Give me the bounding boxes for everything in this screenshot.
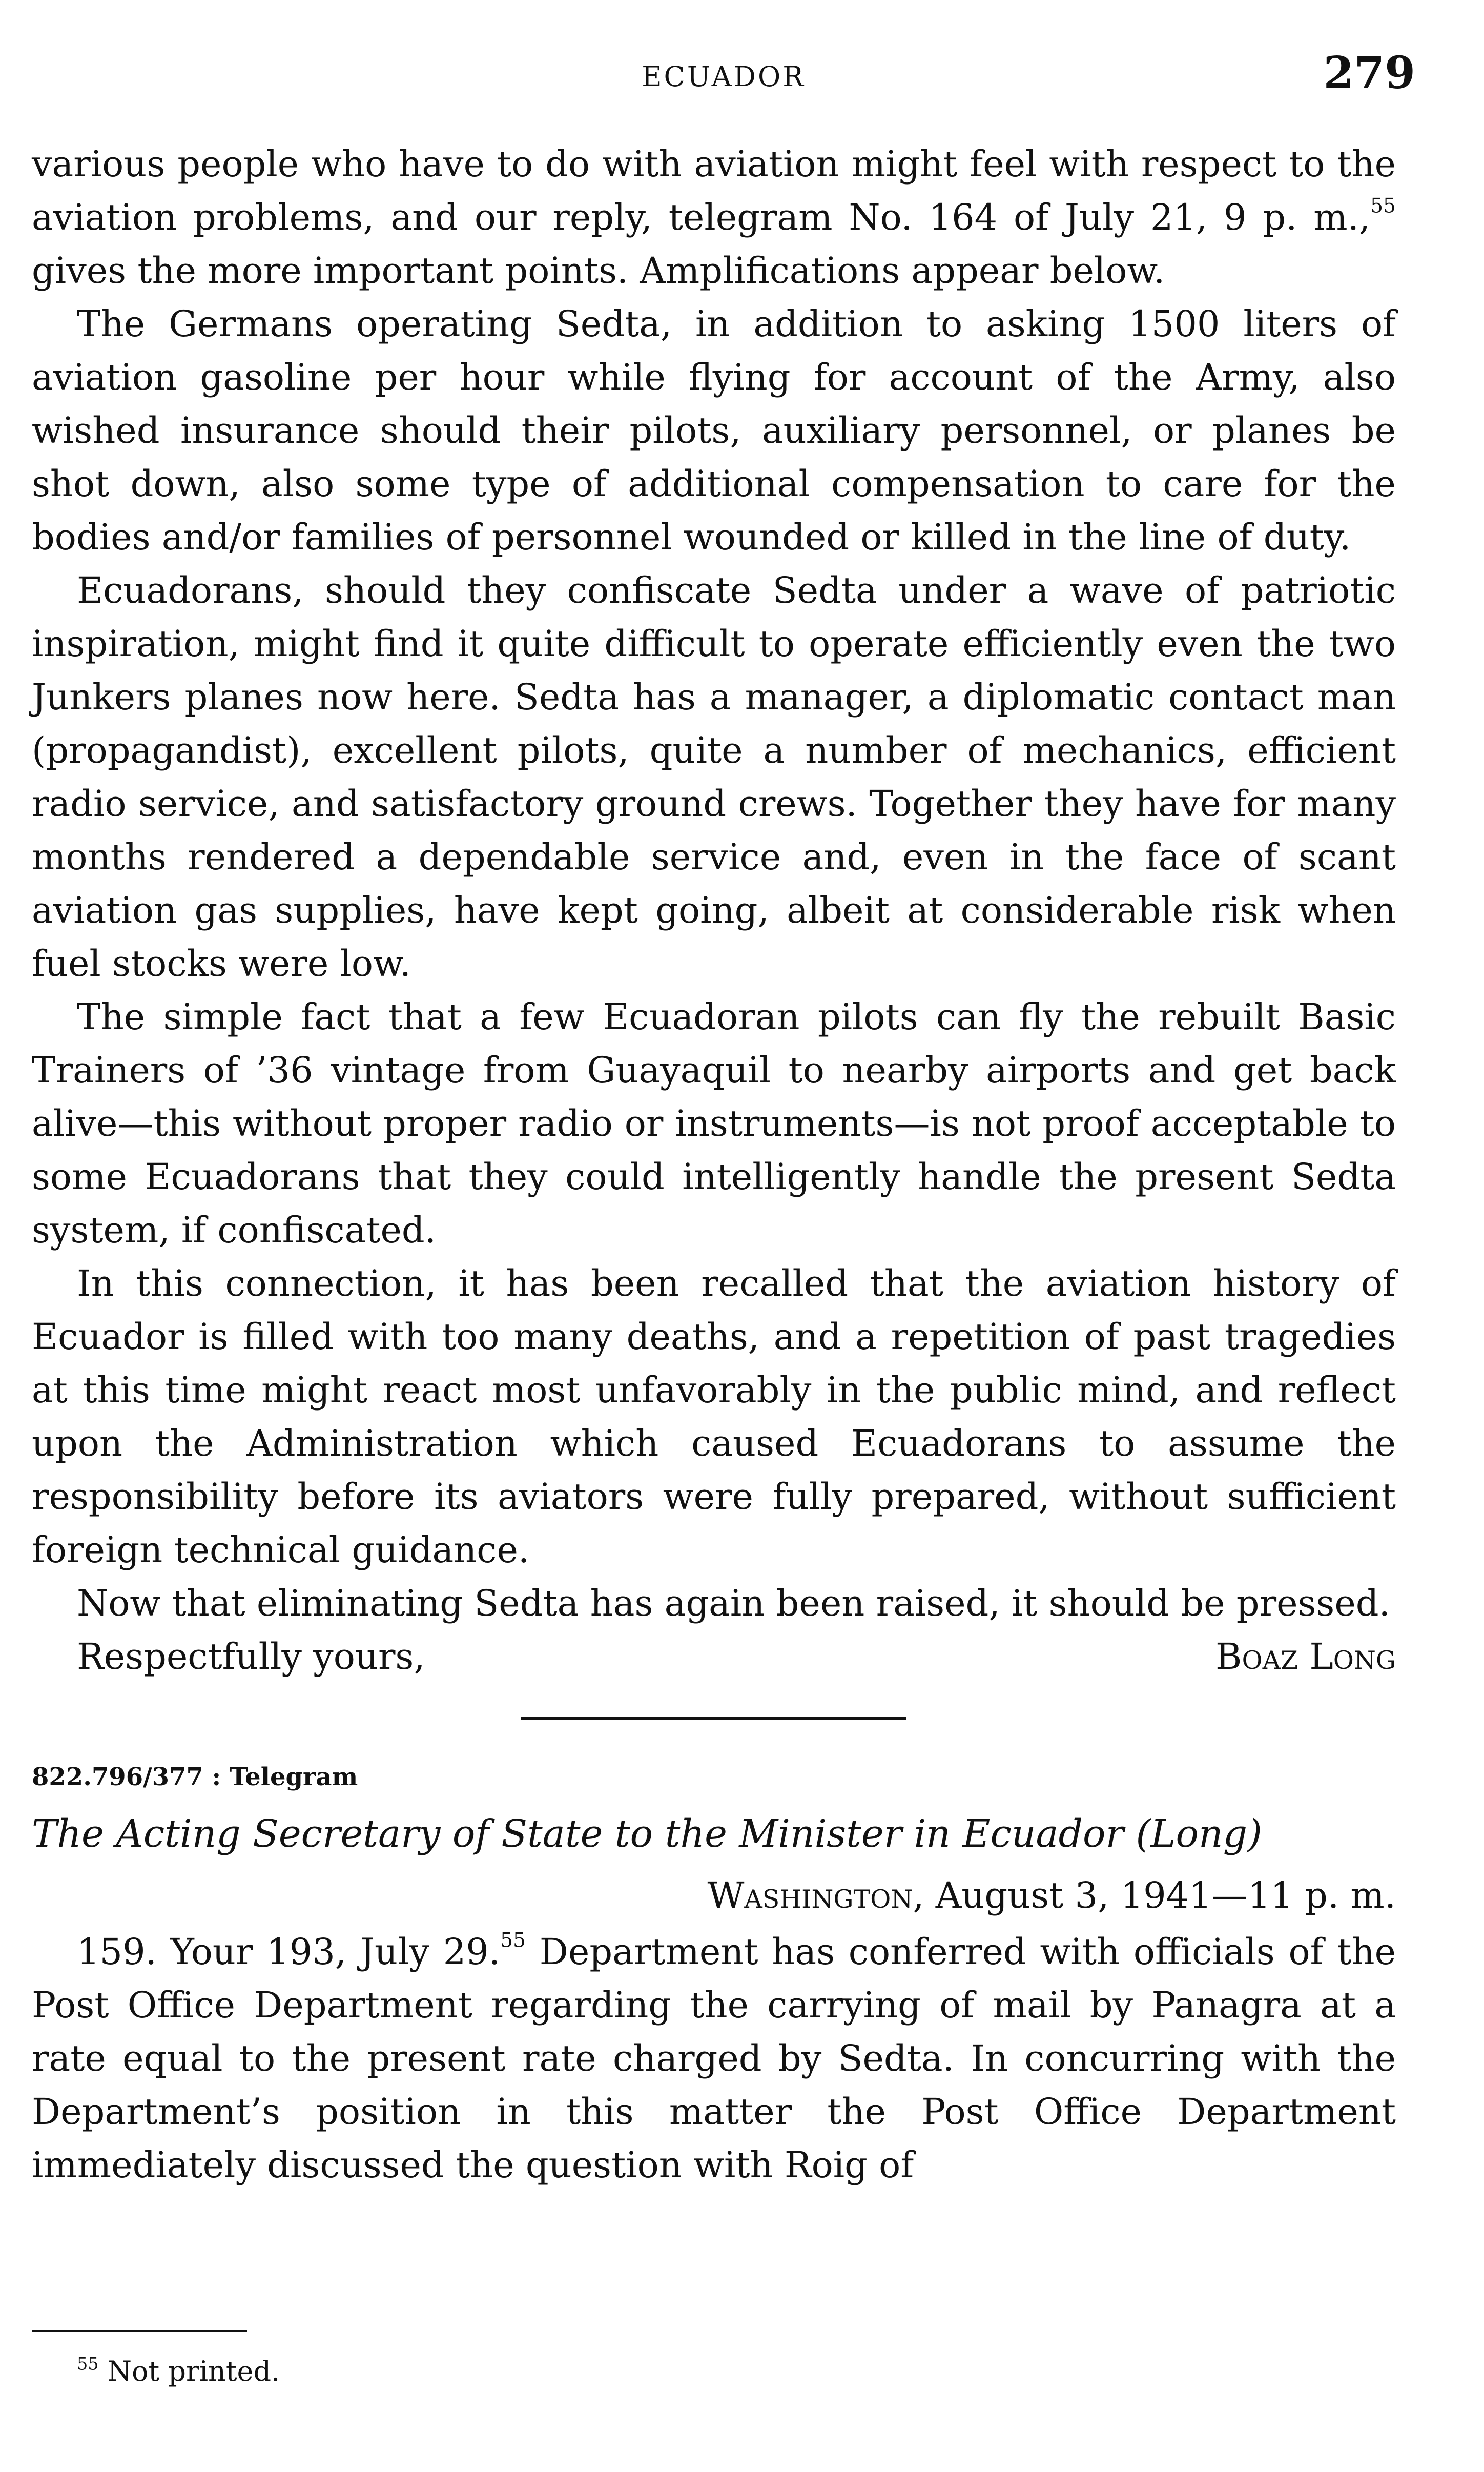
footnote-ref: 55 — [1370, 194, 1396, 218]
page-number: 279 — [1323, 47, 1415, 99]
footnote-text: Not printed. — [98, 2355, 280, 2387]
paragraph: In this connection, it has been recalled that the aviation history of Ecuador is filled with too many deaths, and a repetition of past tragedies at this time might react most unfavorably in the public mind, and reflect upon the Administration which caused Ecuadorans to assume the responsibility before its aviators were fully prepared, without sufficient foreign technical guidance. — [32, 1262, 1396, 1571]
signer-name: Boaz Long — [1215, 1636, 1396, 1678]
paragraph-text: 159. Your 193, July 29. — [77, 1931, 501, 1973]
paragraph-continued — [32, 137, 1396, 297]
paragraph: Ecuadorans, should they confiscate Sedta under a wave of patriotic inspiration, might find it quite difficult to operate efficiently even the two Junkers planes now here. Sedta has a manager, a diplomatic contact man (propagandist), excellent pilots, quite a number of mechanics, efficient radio service, and satisfactory ground crews. Together they have for many months rendered a dependable service and, even in the face of scant aviation gas supplies, have kept going, albeit at considerable risk when fuel stocks were low. — [32, 569, 1396, 985]
footnote-divider — [32, 2330, 247, 2332]
section-divider — [521, 1717, 906, 1720]
footnote — [77, 2354, 280, 2389]
paragraph-text: Department has conferred with officials of the Post Office Department regarding the carrying of mail by Panagra at a rate equal to the present rate charged by Sedta. In concurring with the Department’s position in this matter the Post Office Department immediately discussed the question with Roig of — [32, 1931, 1396, 2186]
running-head — [32, 47, 1415, 104]
paragraph-text: gives the more important points. Amplifications appear below. — [32, 250, 1165, 292]
paragraph-text: various people who have to do with aviation might feel with respect to the aviation problems, and our reply, telegram No. 164 of July 21, 9 p. m., — [32, 143, 1396, 238]
body-text — [32, 137, 1396, 2192]
telegram-text — [32, 1925, 1396, 2192]
paragraph: The Germans operating Sedta, in addition to asking 1500 liters of aviation gasoline per hour while flying for account of the Army, also wished insurance should their pilots, auxiliary personnel, or planes be shot down, also some type of additional compensation to care for the bodies and/or families of personnel wounded or killed in the line of duty. — [32, 303, 1396, 558]
closing: Respectfully yours, — [77, 1636, 425, 1678]
footnote-mark: 55 — [77, 2354, 99, 2374]
file-reference: 822.796/377 : Telegram — [32, 1763, 358, 1791]
dateline-date: , August 3, 1941—11 p. m. — [913, 1874, 1396, 1916]
running-title: ECUADOR — [642, 60, 806, 93]
paragraph: Now that eliminating Sedta has again been raised, it should be pressed. — [77, 1582, 1390, 1624]
dateline — [32, 1869, 1396, 1922]
paragraph: The simple fact that a few Ecuadoran pilots can fly the rebuilt Basic Trainers of ’36 vintage from Guayaquil to nearby airports and get back alive—this without proper radio or instruments—is not proof acceptable to some Ecuadorans that they could intelligently handle the present Sedta system, if confiscated. — [32, 996, 1396, 1251]
signature-block — [32, 1630, 1396, 1683]
dateline-place: Washington — [707, 1874, 913, 1916]
footnote-ref: 55 — [500, 1929, 526, 1952]
document-title: The Acting Secretary of State to the Minister in Ecuador (Long) — [32, 1812, 1262, 1856]
